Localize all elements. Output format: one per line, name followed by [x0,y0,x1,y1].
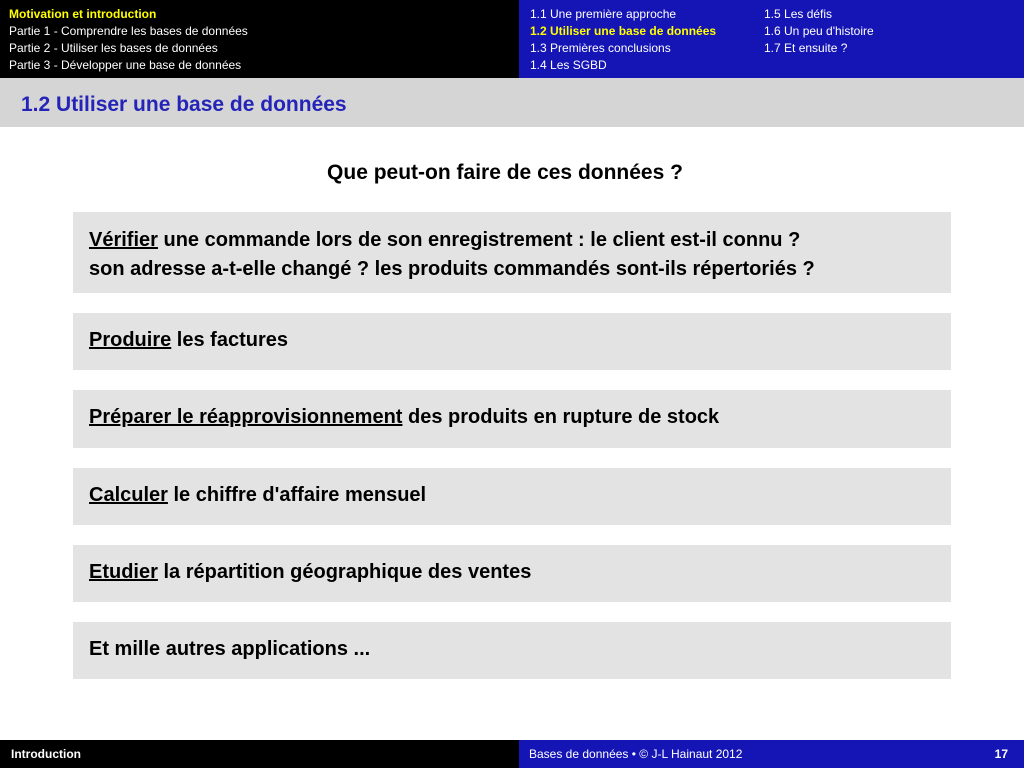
item-text-calculer [89,481,935,510]
item-card-etudier [73,545,951,602]
item-rest: le chiffre d'affaire mensuel [167,484,427,506]
item-text-preparer [89,403,935,432]
nav-section-1-6[interactable]: 1.6 Un peu d'histoire [764,24,874,38]
item-card-autres [73,622,951,679]
item-keyword: Produire [89,329,172,351]
item-keyword: Calculer [89,484,168,506]
parts-nav [9,6,248,74]
item-keyword: Préparer le réapprovisionnement [89,406,403,428]
item-rest: la répartition géographique des ventes [157,561,532,583]
item-rest: les factures [171,329,288,351]
nav-section-1-3[interactable]: 1.3 Premières conclusions [530,41,671,55]
item-keyword: Etudier [89,561,158,583]
nav-part-3[interactable]: Partie 3 - Développer une base de données [9,58,242,72]
slide-title: 1.2 Utiliser une base de données [21,93,347,116]
item-text-verifier [89,226,935,255]
item-text-verifier-line2: son adresse a-t-elle changé ? les produits commandés sont-ils répertoriés ? [89,258,815,280]
item-card-calculer [73,468,951,525]
nav-section-1-2[interactable]: 1.2 Utiliser une base de données [530,24,717,38]
nav-section-1-5[interactable]: 1.5 Les défis [764,7,833,21]
footer-credit: Bases de données • © J-L Hainaut 2012 [529,747,743,761]
footer-info-panel [519,740,1024,768]
item-text-etudier [89,558,935,587]
item-rest: une commande lors de son enregistrement : le client est-il connu ? [157,229,801,251]
nav-part-motivation[interactable]: Motivation et introduction [9,7,157,21]
sections-nav-col1 [530,6,716,74]
navigation-header [0,0,1024,78]
nav-part-2[interactable]: Partie 2 - Utiliser les bases de données [9,41,218,55]
item-text-autres: Et mille autres applications ... [89,638,371,660]
slide-title-bar [0,78,1024,127]
item-text-produire [89,326,935,355]
nav-section-1-4[interactable]: 1.4 Les SGBD [530,58,607,72]
page-number: 17 [994,747,1008,761]
nav-section-1-1[interactable]: 1.1 Une première approche [530,7,677,21]
item-card-produire [73,313,951,370]
footer-section-panel [0,740,519,768]
item-rest: des produits en rupture de stock [402,406,720,428]
item-card-preparer [73,390,951,448]
nav-part-1[interactable]: Partie 1 - Comprendre les bases de données [9,24,248,38]
slide-subtitle: Que peut-on faire de ces données ? [327,161,683,184]
footer-section-label[interactable]: Introduction [11,747,81,761]
sections-nav-col2 [764,6,874,57]
nav-section-1-7[interactable]: 1.7 Et ensuite ? [764,41,848,55]
item-card-verifier [73,212,951,293]
item-keyword: Vérifier [89,229,158,251]
